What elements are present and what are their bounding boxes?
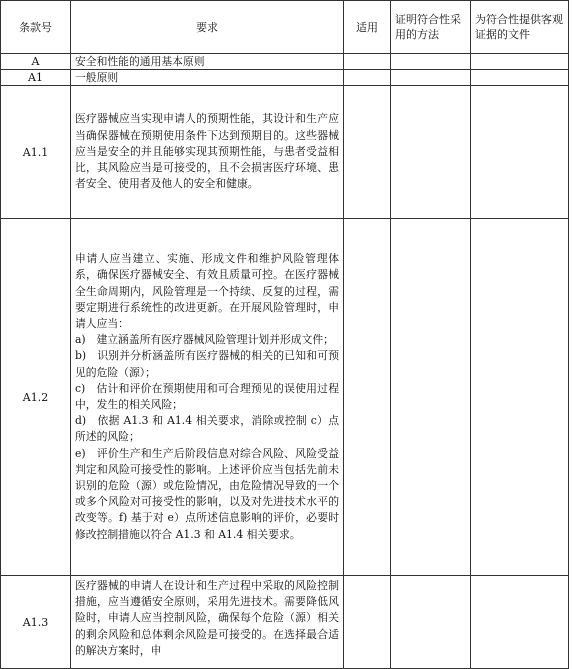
clause-item-d: d) 依据 A1.3 和 A1.4 相关要求，消除或控制 c）点所述的风险； [75, 414, 339, 444]
applicable-cell [344, 576, 391, 669]
method-cell [391, 70, 471, 86]
clause-code: A1.2 [1, 219, 71, 576]
clause-title: 安全和性能的通用基本原则 [71, 54, 344, 70]
evidence-cell [471, 70, 569, 86]
clause-item-b: b) 识别并分析涵盖所有医疗器械的相关的已知和可预见的危险（源）； [75, 349, 339, 379]
method-cell [391, 54, 471, 70]
clause-title: 一般原则 [71, 70, 344, 86]
header-method: 证明符合性采用的方法 [391, 1, 471, 54]
method-cell [391, 219, 471, 576]
clause-code: A1 [1, 70, 71, 86]
applicable-cell [344, 70, 391, 86]
clause-item-c: c) 估计和评价在预期使用和可合理预见的误使用过程中，发生的相关风险； [75, 381, 339, 411]
method-cell [391, 86, 471, 219]
evidence-cell [471, 219, 569, 576]
clause-code: A1.1 [1, 86, 71, 219]
table-row [1, 54, 569, 70]
clause-text [71, 576, 344, 669]
clause-paragraph: 医疗器械的申请人在设计和生产过程中采取的风险控制措施，应当遵循安全原则，采用先进技术。需要降低风险时，申请人应当控制风险，确保每个危险（源）相关的剩余风险和总体剩余风险是可接受的。在选择最合适的解决方案时，申 [75, 579, 339, 657]
applicable-cell [344, 219, 391, 576]
method-cell [391, 576, 471, 669]
table-row [1, 86, 569, 219]
clause-item-a: a) 建立涵盖所有医疗器械风险管理计划并形成文件； [75, 333, 334, 347]
clause-text [71, 219, 344, 576]
table-row [1, 70, 569, 86]
table-row [1, 576, 569, 669]
evidence-cell [471, 86, 569, 219]
table-row [1, 219, 569, 576]
clause-code: A [1, 54, 71, 70]
header-evidence: 为符合性提供客观证据的文件 [471, 1, 569, 54]
header-applicable: 适用 [344, 1, 391, 54]
clause-text [71, 86, 344, 219]
table-header-row [1, 1, 569, 54]
evidence-cell [471, 576, 569, 669]
clause-item-e: e) 评价生产和生产后阶段信息对综合风险、风险受益判定和风险可接受性的影响。上述评价应当包括先前未识别的危险（源）或危险情况，由危险情况导致的一个或多个风险对可接受性的影响，以及对先进技术水平的改变等。f) 基于对 e）点所述信息影响的评价，必要时修改控制措施以符合 A1.3 和 A1.4 相关要求。 [75, 446, 339, 541]
applicable-cell [344, 54, 391, 70]
evidence-cell [471, 54, 569, 70]
header-requirement: 要求 [71, 1, 344, 54]
clause-code: A1.3 [1, 576, 71, 669]
clause-paragraph: 医疗器械应当实现申请人的预期性能，其设计和生产应当确保器械在预期使用条件下达到预期目的。这些器械应当是安全的并且能够实现其预期性能，与患者受益相比，其风险应当是可接受的，且不会损害医疗环境、患者安全、使用者及他人的安全和健康。 [75, 112, 339, 191]
header-clause-no: 条款号 [1, 1, 71, 54]
applicable-cell [344, 86, 391, 219]
clause-paragraph: 申请人应当建立、实施、形成文件和维护风险管理体系，确保医疗器械安全、有效且质量可控。在医疗器械全生命周期内，风险管理是一个持续、反复的过程，需要定期进行系统性的改进更新。在开展风险管理时，申请人应当： [75, 252, 339, 330]
